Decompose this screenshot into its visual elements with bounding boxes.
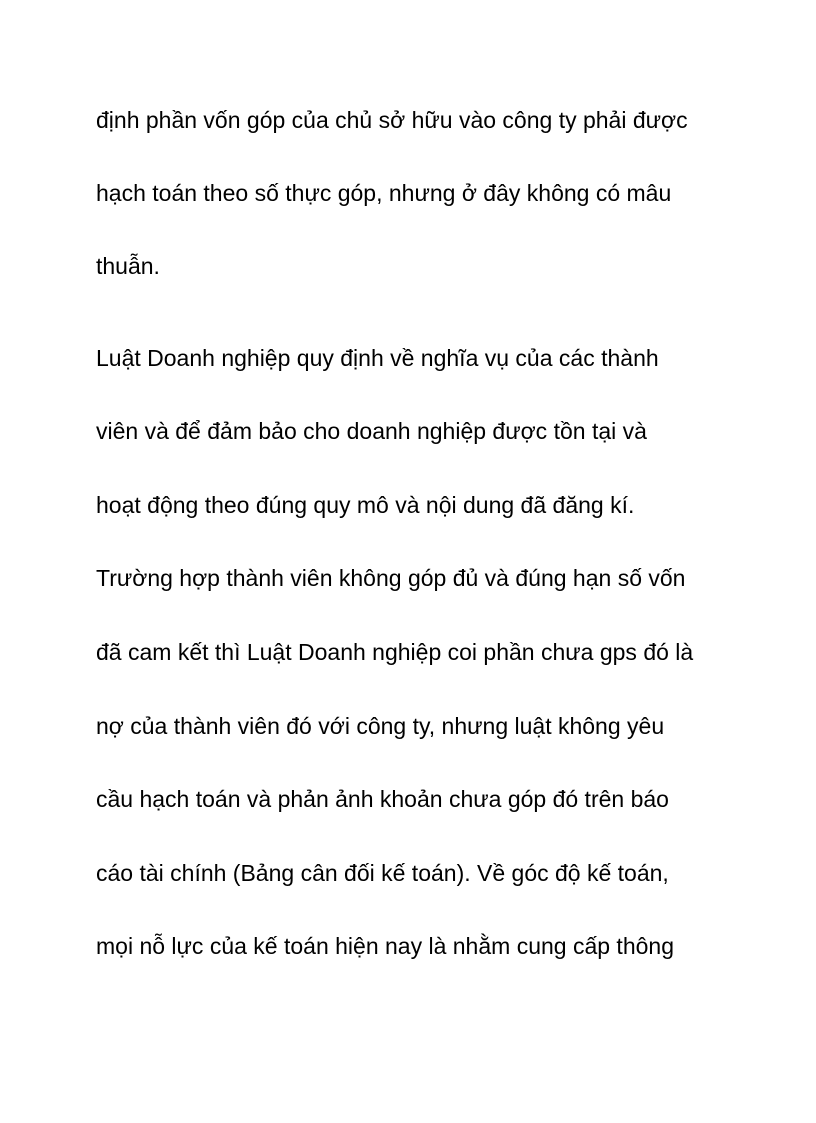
text-line: đã cam kết thì Luật Doanh nghiệp coi phần chưa gps đó là <box>96 639 694 665</box>
text-line: hạch toán theo số thực góp, nhưng ở đây không có mâu <box>96 180 672 206</box>
text-line: Trường hợp thành viên không góp đủ và đúng hạn số vốn <box>96 565 686 591</box>
text-line: nợ của thành viên đó với công ty, nhưng luật không yêu <box>96 713 665 739</box>
text-line: cáo tài chính (Bảng cân đối kế toán). Về góc độ kế toán, <box>96 860 669 886</box>
text-line: cầu hạch toán và phản ảnh khoản chưa góp đó trên báo <box>96 786 669 812</box>
text-line: hoạt động theo đúng quy mô và nội dung đã đăng kí. <box>96 492 635 518</box>
text-line: thuẫn. <box>96 253 160 279</box>
text-line: mọi nỗ lực của kế toán hiện nay là nhằm cung cấp thông <box>96 933 674 959</box>
text-line: định phần vốn góp của chủ sở hữu vào công ty phải được <box>96 107 688 133</box>
text-line: viên và để đảm bảo cho doanh nghiệp được tồn tại và <box>96 418 647 444</box>
text-line: Luật Doanh nghiệp quy định về nghĩa vụ của các thành <box>96 345 659 371</box>
